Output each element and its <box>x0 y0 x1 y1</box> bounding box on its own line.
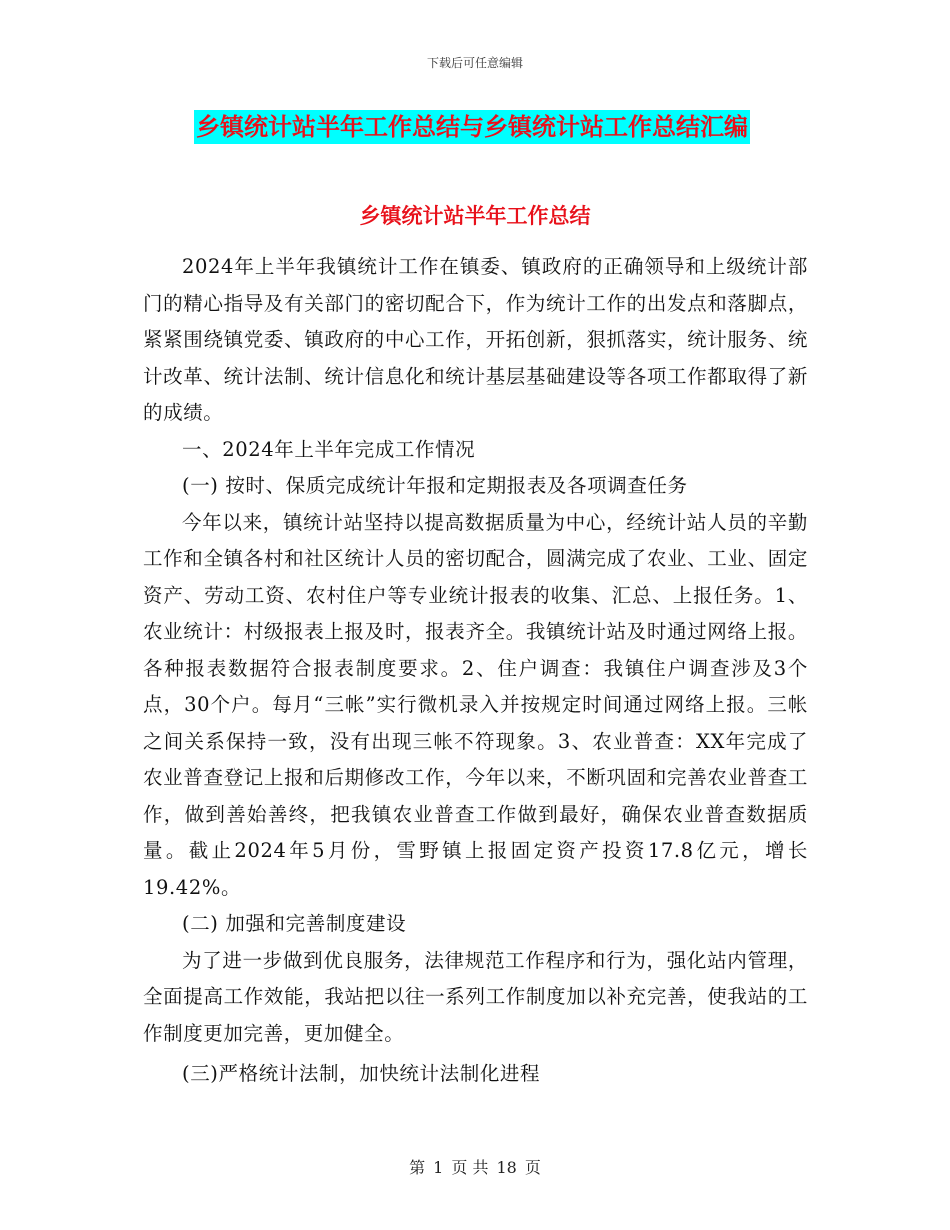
footer-page-number: 1 <box>433 1158 444 1177</box>
paragraph-system-building: 为了进一步做到优良服务，法律规范工作程序和行为，强化站内管理，全面提高工作效能，我站把以往一系列工作制度加以补充完善，使我站的工作制度更加完善，更加健全。 <box>143 948 808 1045</box>
page-header-note: 下载后可任意编辑 <box>426 56 523 70</box>
subheading-one: (一) 按时、保质完成统计年报和定期报表及各项调查任务 <box>182 474 688 497</box>
paragraph-statistics-tasks: 今年以来，镇统计站坚持以提高数据质量为中心，经统计站人员的辛勤工作和全镇各村和社区统计人员的密切配合，圆满完成了农业、工业、固定资产、劳动工资、农村住户等专业统计报表的收集、汇总、上报任务。1、农业统计：村级报表上报及时，报表齐全。我镇统计站及时通过网络上报。各种报表数据符合报表制度要求。2、住户调查：我镇住户调查涉及3个点，30个户。每月“三帐”实行微机录入并按规定时间通过网络上报。三帐之间关系保持一致，没有出现三帐不符现象。3、农业普查：XX年完成了农业普查登记上报和后期修改工作，今年以来，不断巩固和完善农业普查工作，做到善始善终，把我镇农业普查工作做到最好，确保农业普查数据质量。截止2024年5月份，雪野镇上报固定资产投资17.8亿元，增长19.42%。 <box>143 510 808 899</box>
paragraph-intro: 2024年上半年我镇统计工作在镇委、镇政府的正确领导和上级统计部门的精心指导及有关部门的密切配合下，作为统计工作的出发点和落脚点，紧紧围绕镇党委、镇政府的中心工作，开拓创新，狠抓落实，统计服务、统计改革、统计法制、统计信息化和统计基层基础建设等各项工作都取得了新的成绩。 <box>143 255 808 424</box>
heading-part-one: 一、2024年上半年完成工作情况 <box>182 437 476 461</box>
document-main-title: 乡镇统计站半年工作总结与乡镇统计站工作总结汇编 <box>194 110 750 144</box>
subheading-three: (三)严格统计法制，加快统计法制化进程 <box>182 1062 541 1085</box>
footer-suffix: 页 <box>524 1158 541 1177</box>
footer-prefix: 第 <box>409 1158 426 1177</box>
section-title: 乡镇统计站半年工作总结 <box>359 204 591 228</box>
footer-page-total: 18 <box>496 1158 517 1177</box>
subheading-two: (二) 加强和完善制度建设 <box>182 912 407 935</box>
footer-mid: 页 共 <box>451 1158 489 1177</box>
page-footer <box>0 1155 950 1178</box>
document-body <box>143 249 808 1093</box>
